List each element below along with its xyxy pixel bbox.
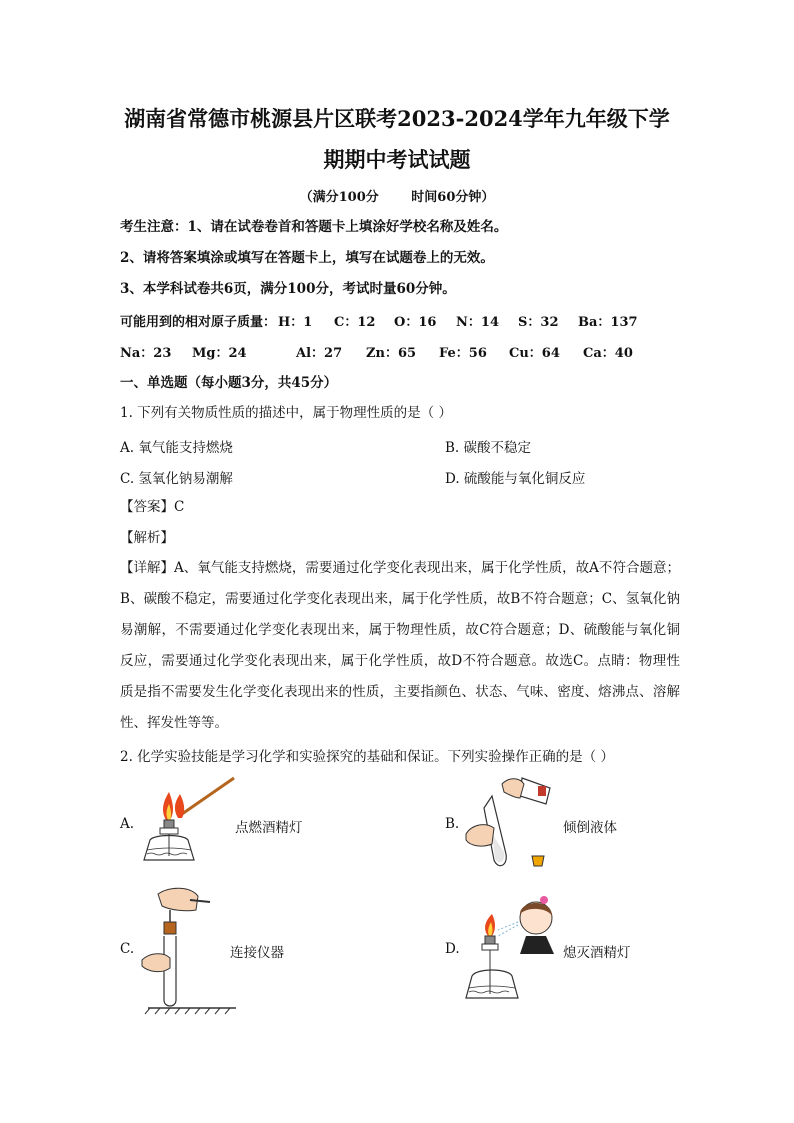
pouring-liquid-figure — [462, 774, 562, 874]
score-info: （满分100分 — [299, 190, 379, 205]
mass-item: S：32 — [518, 315, 559, 330]
q1-option-a: A. 氧气能支持燃烧 — [120, 440, 233, 456]
q1-analysis: 【解析】 — [120, 530, 174, 546]
q2-option-d-label: 熄灭酒精灯 — [563, 945, 631, 961]
q2-stem: 2. 化学实验技能是学习化学和实验探究的基础和保证。下列实验操作正确的是（ ） — [120, 749, 614, 765]
mass-item: N：14 — [456, 315, 499, 330]
q2-option-b-letter: B. — [445, 816, 460, 832]
mass-item: Al：27 — [296, 346, 343, 361]
mass-item: O：16 — [394, 315, 437, 330]
mass-item: Cu：64 — [509, 346, 560, 361]
q2-option-c-label: 连接仪器 — [230, 945, 284, 961]
exam-info — [0, 186, 794, 205]
atomic-masses-row2 — [120, 342, 680, 361]
atomic-masses-label: 可能用到的相对原子质量： — [120, 315, 277, 330]
q1-option-d: D. 硫酸能与氧化铜反应 — [445, 471, 586, 487]
q2-option-c-letter: C. — [120, 941, 135, 957]
atomic-masses-row1 — [120, 311, 680, 330]
q2-option-d-letter: D. — [445, 941, 460, 957]
mass-item: Fe：56 — [439, 346, 487, 361]
q2-option-b-label: 倾倒液体 — [563, 820, 617, 836]
lighting-alcohol-lamp-figure — [138, 776, 238, 866]
q1-answer: 【答案】C — [120, 499, 185, 515]
mass-item: Ca：40 — [583, 346, 633, 361]
mass-item: Mg：24 — [192, 346, 247, 361]
mass-item: Zn：65 — [366, 346, 417, 361]
mass-item: C：12 — [334, 315, 376, 330]
mass-item: H：1 — [278, 315, 313, 330]
notice-line2: 2、请将答案填涂或填写在答题卡上，填写在试题卷上的无效。 — [120, 250, 494, 266]
page-title-line1: 湖南省常德市桃源县片区联考2023-2024学年九年级下学 — [124, 106, 670, 131]
q1-detail: 【详解】A、氧气能支持燃烧，需要通过化学变化表现出来，属于化学性质，故A不符合题意；B、碳酸不稳定，需要通过化学变化表现出来，属于化学性质，故B不符合题意；C、氢氧化钠易潮解，不需要通过化学变化表现出来，属于物理性质，故C符合题意；D、硫酸能与氧化铜反应，需要通过化学变化表现出来，属于化学性质，故D不符合题意。故选C。点睛：物理性质是指不需要发生化学变化表现出来的性质，主要指颜色、状态、气味、密度、熔沸点、溶解性、挥发性等等。 — [120, 560, 680, 731]
mass-item: Ba：137 — [578, 315, 638, 330]
mass-item: Na：23 — [120, 346, 172, 361]
time-info: 时间60分钟） — [411, 190, 495, 205]
q2-option-a-label: 点燃酒精灯 — [235, 820, 303, 836]
q1-stem: 1. 下列有关物质性质的描述中，属于物理性质的是（ ） — [120, 405, 452, 421]
notice-line3: 3、本学科试卷共6页，满分100分，考试时量60分钟。 — [120, 281, 456, 297]
notice-line1: 考生注意：1、请在试卷卷首和答题卡上填涂好学校名称及姓名。 — [120, 219, 508, 235]
section-heading: 一、单选题（每小题3分，共45分） — [120, 375, 338, 391]
q1-option-b: B. 碳酸不稳定 — [445, 440, 532, 456]
extinguishing-alcohol-lamp-figure — [462, 892, 562, 1004]
page-title-line2: 期期中考试试题 — [323, 147, 471, 172]
q2-option-a-letter: A. — [120, 816, 135, 832]
connecting-apparatus-figure — [140, 882, 240, 1014]
q1-option-c: C. 氢氧化钠易潮解 — [120, 471, 233, 487]
